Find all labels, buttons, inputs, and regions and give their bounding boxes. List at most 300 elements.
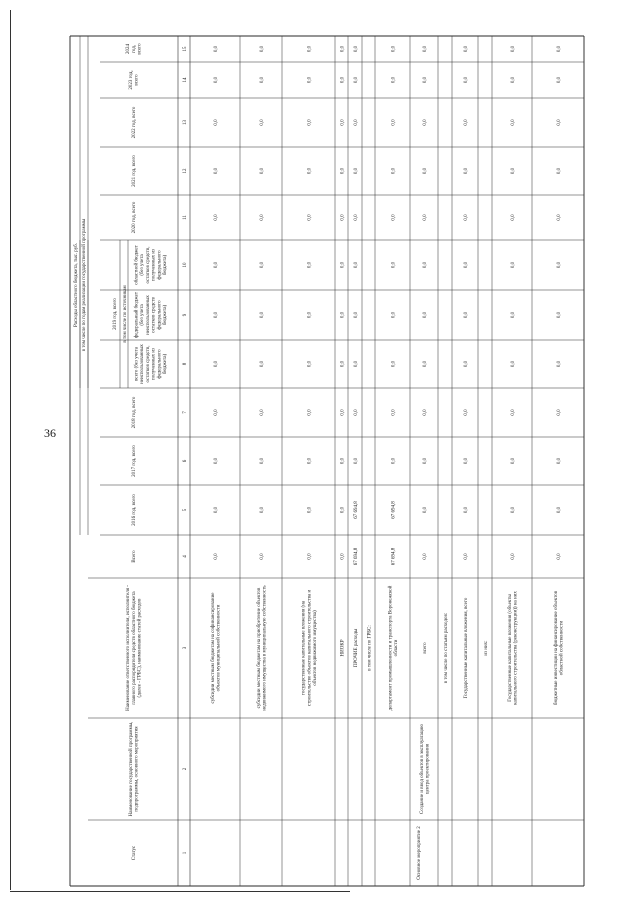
- svg-text:0,0: 0,0: [213, 360, 219, 368]
- svg-text:0,0: 0,0: [422, 261, 428, 269]
- cell-value: [511, 311, 516, 318]
- cell-value: [214, 360, 219, 367]
- svg-text:0,0: 0,0: [307, 506, 313, 514]
- svg-text:в том числе по годам реализаци: в том числе по годам реализации государственной программы: [81, 218, 87, 352]
- svg-text:0,0: 0,0: [391, 457, 397, 465]
- cell-value: [260, 360, 265, 367]
- svg-text:0,0: 0,0: [340, 167, 346, 175]
- svg-text:0,0: 0,0: [463, 119, 469, 126]
- svg-text:0,0: 0,0: [340, 457, 346, 465]
- cell-value: [391, 547, 396, 565]
- header-total: [132, 550, 137, 563]
- svg-text:0,0: 0,0: [463, 261, 469, 269]
- svg-text:0,0: 0,0: [510, 45, 516, 53]
- svg-text:0,0: 0,0: [340, 506, 346, 514]
- svg-text:12: 12: [182, 168, 188, 174]
- cell-source-name: [367, 625, 372, 671]
- cell-value: [511, 506, 516, 513]
- svg-text:0,0: 0,0: [213, 261, 219, 269]
- svg-text:0,0: 0,0: [213, 119, 219, 126]
- svg-text:2024: 2024: [126, 44, 131, 54]
- cell-value: [340, 457, 345, 464]
- cell-value: [391, 360, 396, 367]
- svg-text:остатков средств,: остатков средств,: [145, 345, 151, 383]
- svg-text:67 694,8: 67 694,8: [391, 501, 397, 519]
- cell-value: [464, 553, 469, 560]
- column-number: [183, 555, 188, 558]
- svg-text:2020 год, всего: 2020 год, всего: [131, 201, 137, 234]
- cell-value: [260, 409, 265, 416]
- cell-value: [464, 76, 469, 83]
- svg-text:0,0: 0,0: [556, 457, 562, 465]
- svg-text:подпрограммы, основного меропр: подпрограммы, основного мероприятия: [134, 726, 140, 812]
- svg-text:всего: всего: [422, 642, 428, 654]
- cell-value: [307, 45, 312, 52]
- svg-text:2019 год, всего: 2019 год, всего: [112, 298, 118, 330]
- cell-value: [354, 167, 359, 174]
- svg-text:0,0: 0,0: [463, 360, 469, 368]
- svg-text:полученных из: полученных из: [151, 249, 157, 281]
- column-number: [183, 459, 188, 462]
- svg-text:0,0: 0,0: [353, 311, 359, 319]
- svg-text:0,0: 0,0: [213, 311, 219, 319]
- svg-text:объектов недвижимого имущества: объектов недвижимого имущества): [313, 610, 318, 686]
- cell-value: [464, 214, 469, 221]
- cell-value: [511, 457, 516, 464]
- svg-text:Основное мероприятие 2: Основное мероприятие 2: [416, 826, 422, 880]
- column-number: [183, 77, 188, 83]
- svg-text:9: 9: [182, 313, 188, 317]
- cell-value: [511, 409, 516, 416]
- svg-text:0,0: 0,0: [259, 506, 265, 514]
- svg-text:0,0: 0,0: [340, 45, 346, 53]
- cell-value: [354, 409, 359, 416]
- header-2019-regional: [134, 244, 168, 284]
- svg-text:0,0: 0,0: [340, 409, 346, 416]
- svg-text:недвижимого имущества в муници: недвижимого имущества в муниципальную собственность: [262, 585, 268, 711]
- svg-text:(без учета: (без учета: [140, 304, 146, 326]
- cell-value: [214, 76, 219, 83]
- svg-text:0,0: 0,0: [422, 506, 428, 514]
- y2019-group-header: [113, 298, 118, 330]
- svg-text:0,0: 0,0: [307, 214, 313, 221]
- svg-text:всего: всего: [134, 74, 140, 86]
- svg-text:0,0: 0,0: [307, 119, 313, 126]
- cell-value: [423, 119, 428, 126]
- svg-text:федерального: федерального: [157, 250, 163, 280]
- svg-text:0,0: 0,0: [422, 457, 428, 465]
- cell-value: [340, 119, 345, 126]
- svg-text:государственные капитальные вл: государственные капитальные вложения (на: [301, 600, 307, 696]
- cell-value: [391, 501, 396, 519]
- cell-value: [214, 409, 219, 416]
- svg-text:0,0: 0,0: [463, 214, 469, 221]
- cell-source-name: [423, 642, 428, 654]
- svg-text:0,0: 0,0: [307, 360, 313, 368]
- cell-value: [557, 506, 562, 513]
- cell-value: [423, 261, 428, 268]
- svg-text:0,0: 0,0: [510, 76, 516, 84]
- svg-text:НИОКР: НИОКР: [340, 639, 346, 657]
- svg-text:0,0: 0,0: [340, 553, 346, 560]
- cell-value: [307, 553, 312, 560]
- svg-text:0,0: 0,0: [556, 360, 562, 368]
- svg-text:бюджета): бюджета): [163, 254, 169, 276]
- svg-text:Статус: Статус: [131, 845, 137, 861]
- svg-text:3: 3: [182, 646, 188, 650]
- svg-text:0,0: 0,0: [556, 506, 562, 514]
- svg-text:0,0: 0,0: [510, 457, 516, 465]
- svg-text:0,0: 0,0: [391, 311, 397, 319]
- svg-text:0,0: 0,0: [391, 409, 397, 416]
- svg-text:главного распорядителя средств: главного распорядителя средств областного бюджета: [131, 591, 137, 705]
- cell-value: [260, 76, 265, 83]
- svg-text:0,0: 0,0: [510, 311, 516, 319]
- cell-value: [464, 45, 469, 52]
- cell-source-name: [554, 590, 565, 705]
- column-number: [183, 646, 188, 649]
- svg-text:0,0: 0,0: [353, 76, 359, 84]
- svg-text:Всего: Всего: [131, 550, 137, 563]
- cell-value: [557, 409, 562, 416]
- cell-value: [354, 547, 359, 565]
- cell-value: [214, 45, 219, 52]
- svg-text:2018 год, всего: 2018 год, всего: [131, 396, 137, 429]
- svg-text:бюджетные инвестиции на финанс: бюджетные инвестиции на финансирование объектов: [553, 590, 559, 706]
- svg-text:0,0: 0,0: [259, 119, 265, 126]
- svg-text:0,0: 0,0: [391, 214, 397, 221]
- svg-text:0,0: 0,0: [213, 553, 219, 560]
- cell-value: [423, 214, 428, 221]
- cell-value: [260, 457, 265, 464]
- svg-text:0,0: 0,0: [510, 261, 516, 269]
- svg-text:0,0: 0,0: [422, 167, 428, 175]
- cell-source-name: [444, 613, 449, 683]
- cell-value: [423, 553, 428, 560]
- including-by-years-header: [82, 218, 87, 351]
- cell-value: [511, 76, 516, 83]
- svg-text:0,0: 0,0: [353, 45, 359, 53]
- cell-value: [557, 214, 562, 221]
- svg-text:федеральный бюджет: федеральный бюджет: [134, 291, 140, 339]
- cell-value: [557, 167, 562, 174]
- cell-value: [464, 167, 469, 174]
- cell-value: [307, 506, 312, 513]
- cell-value: [260, 214, 265, 221]
- svg-text:0,0: 0,0: [353, 167, 359, 175]
- svg-text:0,0: 0,0: [340, 214, 346, 221]
- cell-value: [307, 261, 312, 268]
- svg-text:67 694,8: 67 694,8: [391, 547, 397, 566]
- cell-value: [260, 45, 265, 52]
- cell-program-name: [420, 724, 431, 814]
- svg-text:0,0: 0,0: [463, 409, 469, 416]
- cell-value: [391, 76, 396, 83]
- cell-value: [464, 261, 469, 268]
- svg-text:0,0: 0,0: [213, 76, 219, 84]
- svg-text:0,0: 0,0: [422, 76, 428, 84]
- svg-text:5: 5: [182, 508, 188, 512]
- svg-text:0,0: 0,0: [510, 506, 516, 514]
- cell-value: [354, 311, 359, 318]
- cell-value: [354, 76, 359, 83]
- svg-text:14: 14: [182, 77, 188, 83]
- header-2017: [132, 445, 137, 477]
- svg-text:10: 10: [182, 262, 188, 268]
- cell-value: [340, 553, 345, 560]
- cell-value: [340, 261, 345, 268]
- cell-value: [511, 553, 516, 560]
- header-source-name: [126, 585, 143, 711]
- header-2023: [129, 70, 140, 89]
- svg-text:0,0: 0,0: [510, 360, 516, 368]
- svg-text:неиспользованных: неиспользованных: [140, 344, 146, 384]
- cell-value: [391, 311, 396, 318]
- column-number: [183, 767, 188, 770]
- svg-text:капитального строительства (ре: капитального строительства (реконструкции)) на них: [513, 591, 519, 705]
- svg-text:области: области: [394, 639, 400, 657]
- cell-value: [214, 167, 219, 174]
- svg-text:бюджета): бюджета): [163, 304, 169, 326]
- svg-text:0,0: 0,0: [463, 311, 469, 319]
- cell-value: [354, 261, 359, 268]
- svg-text:4: 4: [182, 555, 188, 558]
- svg-text:в том числе по источникам: в том числе по источникам: [122, 285, 128, 343]
- svg-text:0,0: 0,0: [259, 409, 265, 416]
- cell-value: [423, 409, 428, 416]
- header-2024: [126, 43, 143, 55]
- column-number: [183, 313, 188, 316]
- cell-value: [423, 76, 428, 83]
- svg-text:0,0: 0,0: [213, 214, 219, 221]
- cell-value: [464, 119, 469, 126]
- svg-text:Наименование государственной п: Наименование государственной программы,: [128, 721, 134, 817]
- cell-value: [307, 214, 312, 221]
- svg-text:67 694,8: 67 694,8: [353, 501, 359, 519]
- svg-text:0,0: 0,0: [353, 119, 359, 126]
- svg-text:полученных из: полученных из: [151, 348, 157, 380]
- svg-text:0,0: 0,0: [422, 214, 428, 221]
- svg-text:0,0: 0,0: [463, 76, 469, 84]
- svg-text:бюджета): бюджета): [163, 353, 169, 375]
- cell-value: [464, 506, 469, 513]
- svg-text:0,0: 0,0: [556, 214, 562, 221]
- svg-text:неиспользованных: неиспользованных: [145, 295, 151, 335]
- svg-text:0,0: 0,0: [391, 119, 397, 126]
- cell-value: [340, 360, 345, 367]
- svg-text:0,0: 0,0: [510, 119, 516, 126]
- svg-text:Государственные капитальные вл: Государственные капитальные вложения (объекты: [507, 594, 513, 702]
- svg-text:0,0: 0,0: [340, 119, 346, 126]
- svg-text:областной собственности: областной собственности: [559, 620, 565, 676]
- svg-text:0,0: 0,0: [353, 457, 359, 465]
- cell-value: [260, 311, 265, 318]
- svg-text:всего: всего: [137, 43, 143, 55]
- svg-text:0,0: 0,0: [259, 167, 265, 175]
- y2019-sources-header: [123, 284, 128, 342]
- cell-value: [260, 119, 265, 126]
- cell-value: [557, 261, 562, 268]
- cell-value: [340, 214, 345, 221]
- cell-value: [340, 167, 345, 174]
- svg-text:0,0: 0,0: [422, 360, 428, 368]
- svg-text:0,0: 0,0: [259, 553, 265, 560]
- svg-text:0,0: 0,0: [213, 45, 219, 53]
- svg-text:1: 1: [182, 851, 188, 855]
- svg-text:2: 2: [182, 767, 188, 771]
- svg-text:7: 7: [182, 411, 188, 414]
- svg-text:0,0: 0,0: [422, 119, 428, 126]
- column-number: [183, 508, 188, 511]
- cell-value: [557, 45, 562, 52]
- cell-value: [214, 553, 219, 560]
- svg-text:2022 год, всего: 2022 год, всего: [131, 106, 137, 139]
- svg-text:Наименование ответственного ис: Наименование ответственного исполнителя, исполнителя -: [126, 585, 131, 711]
- cell-value: [391, 45, 396, 52]
- cell-value: [391, 214, 396, 221]
- cell-value: [423, 457, 428, 464]
- svg-text:0,0: 0,0: [556, 167, 562, 175]
- cell-value: [464, 360, 469, 367]
- svg-text:0,0: 0,0: [259, 261, 265, 269]
- cell-value: [511, 360, 516, 367]
- cell-value: [511, 167, 516, 174]
- svg-text:0,0: 0,0: [422, 45, 428, 53]
- cell-value: [340, 45, 345, 52]
- cell-value: [214, 506, 219, 513]
- svg-text:0,0: 0,0: [510, 553, 516, 560]
- cell-value: [354, 119, 359, 126]
- cell-value: [307, 457, 312, 464]
- svg-text:Государственные капитальные вл: Государственные капитальные вложения, всего: [463, 597, 469, 699]
- svg-text:(далее - ГРБС), наименование с: (далее - ГРБС), наименование статей расходов: [137, 598, 143, 698]
- svg-text:0,0: 0,0: [391, 45, 397, 53]
- expenses-group-header: [74, 243, 79, 327]
- cell-source-name: [257, 585, 268, 711]
- cell-value: [214, 261, 219, 268]
- svg-text:0,0: 0,0: [353, 261, 359, 269]
- column-number: [183, 362, 188, 365]
- column-number: [183, 168, 188, 174]
- svg-text:0,0: 0,0: [307, 45, 313, 53]
- cell-value: [214, 457, 219, 464]
- svg-text:0,0: 0,0: [213, 409, 219, 416]
- column-number: [183, 120, 188, 126]
- svg-text:субсидии местным бюджетам на п: субсидии местным бюджетам на приобретение объектов: [256, 587, 262, 709]
- cell-value: [354, 360, 359, 367]
- cell-value: [391, 167, 396, 174]
- cell-value: [423, 506, 428, 513]
- table-cells: [74, 43, 565, 880]
- cell-value: [214, 214, 219, 221]
- svg-text:0,0: 0,0: [307, 261, 313, 269]
- cell-value: [423, 45, 428, 52]
- svg-text:остатков средств: остатков средств: [151, 297, 157, 333]
- svg-text:2017 год, всего: 2017 год, всего: [131, 445, 137, 477]
- cell-source-name: [354, 628, 359, 667]
- svg-text:6: 6: [182, 459, 188, 463]
- cell-value: [423, 360, 428, 367]
- svg-text:0,0: 0,0: [556, 553, 562, 560]
- svg-text:центра проектирования: центра проектирования: [425, 743, 431, 795]
- svg-text:13: 13: [182, 120, 188, 125]
- cell-value: [423, 167, 428, 174]
- svg-text:0,0: 0,0: [556, 261, 562, 269]
- cell-value: [354, 457, 359, 464]
- cell-value: [340, 409, 345, 416]
- cell-value: [557, 360, 562, 367]
- svg-text:0,0: 0,0: [463, 553, 469, 560]
- svg-text:(без учета: (без учета: [140, 254, 146, 276]
- cell-value: [340, 76, 345, 83]
- svg-text:из них:: из них:: [483, 640, 489, 656]
- header-2022: [132, 106, 137, 138]
- column-number: [183, 46, 188, 52]
- svg-text:0,0: 0,0: [340, 261, 346, 269]
- cell-value: [391, 457, 396, 464]
- cell-value: [260, 261, 265, 268]
- cell-value: [464, 457, 469, 464]
- svg-text:2021 год, всего: 2021 год, всего: [131, 155, 137, 187]
- cell-value: [307, 76, 312, 83]
- svg-text:0,0: 0,0: [463, 506, 469, 514]
- svg-text:0,0: 0,0: [259, 76, 265, 84]
- svg-text:0,0: 0,0: [556, 45, 562, 53]
- svg-text:0,0: 0,0: [391, 261, 397, 269]
- cell-source-name: [211, 592, 222, 704]
- svg-text:8: 8: [182, 362, 188, 366]
- column-number: [183, 851, 188, 854]
- svg-text:объектов муниципальной собстве: объектов муниципальной собственности: [216, 604, 222, 692]
- cell-value: [260, 553, 265, 560]
- svg-text:0,0: 0,0: [340, 360, 346, 368]
- svg-text:остатков средств,: остатков средств,: [145, 246, 151, 284]
- cell-value: [464, 311, 469, 318]
- cell-value: [307, 409, 312, 416]
- svg-text:0,0: 0,0: [259, 214, 265, 221]
- svg-text:федерального: федерального: [157, 349, 163, 379]
- svg-text:0,0: 0,0: [340, 76, 346, 84]
- svg-text:год,: год,: [131, 44, 137, 54]
- header-2019-total: [134, 344, 168, 384]
- cell-value: [511, 261, 516, 268]
- svg-text:11: 11: [182, 215, 188, 220]
- svg-text:0,0: 0,0: [422, 553, 428, 560]
- svg-text:0,0: 0,0: [510, 409, 516, 416]
- svg-text:0,0: 0,0: [463, 45, 469, 53]
- svg-text:0,0: 0,0: [353, 409, 359, 416]
- svg-text:ПРОЧИЕ расходы: ПРОЧИЕ расходы: [353, 628, 359, 668]
- cell-value: [214, 119, 219, 126]
- cell-value: [391, 409, 396, 416]
- cell-value: [423, 311, 428, 318]
- svg-text:федерального: федерального: [157, 300, 163, 330]
- svg-text:0,0: 0,0: [259, 360, 265, 368]
- svg-text:0,0: 0,0: [391, 167, 397, 175]
- svg-text:департамент промышленности и т: департамент промышленности и транспорта Воронежской: [388, 585, 394, 711]
- table-grid: [70, 36, 584, 886]
- svg-text:0,0: 0,0: [391, 76, 397, 84]
- svg-text:0,0: 0,0: [391, 360, 397, 368]
- svg-text:в том числе по ГРБС:: в том числе по ГРБС:: [367, 625, 373, 671]
- cell-value: [391, 119, 396, 126]
- cell-value: [260, 506, 265, 513]
- svg-text:0,0: 0,0: [259, 45, 265, 53]
- svg-text:0,0: 0,0: [353, 360, 359, 368]
- header-2019-federal: [134, 291, 168, 338]
- svg-text:областной бюджет: областной бюджет: [134, 245, 140, 285]
- cell-source-name: [484, 640, 489, 655]
